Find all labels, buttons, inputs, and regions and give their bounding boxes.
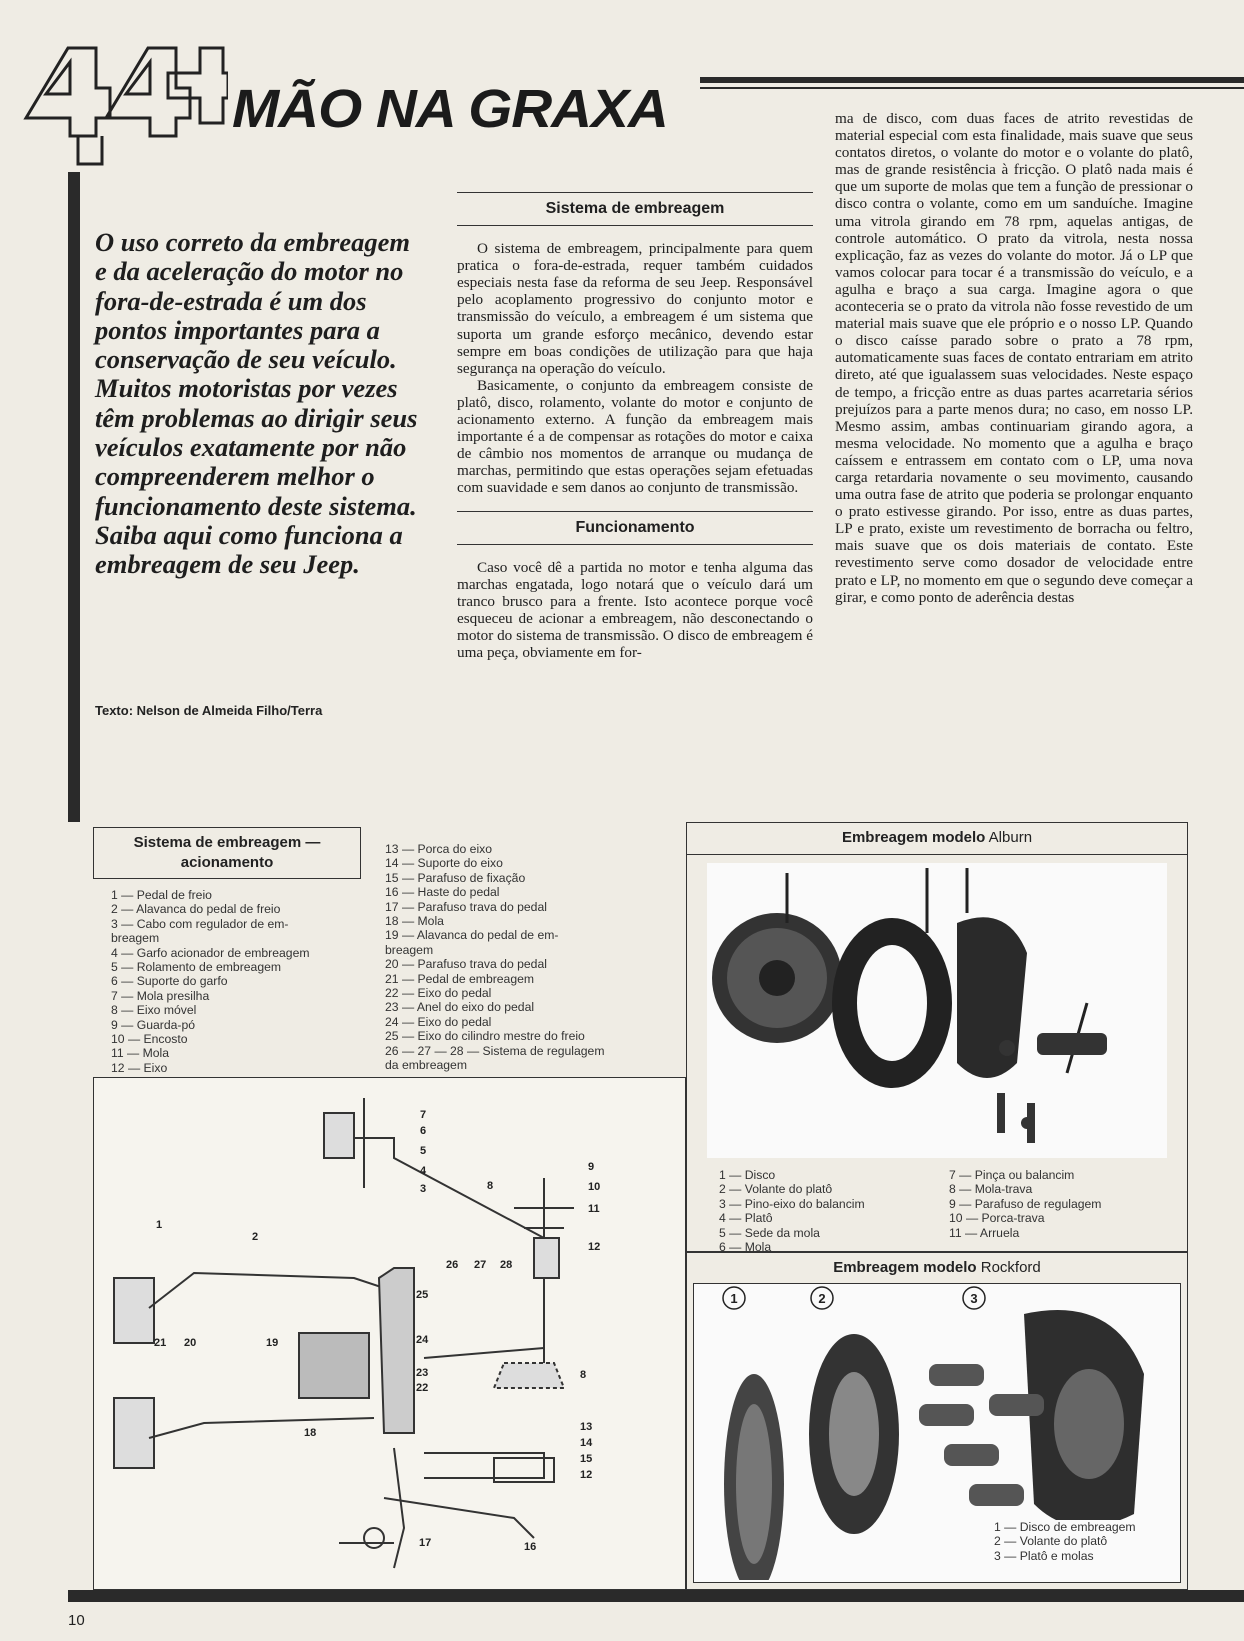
middle-column <box>457 192 813 661</box>
marker: 1 <box>730 1291 738 1306</box>
rockford-photo-frame <box>693 1283 1181 1583</box>
callout: 20 <box>184 1337 197 1349</box>
callout: 10 <box>588 1181 601 1193</box>
callout: 4 <box>420 1165 427 1177</box>
legend-item: 25 — Eixo do cilindro mestre do freio <box>385 1029 585 1044</box>
marker: 2 <box>818 1291 826 1306</box>
acionamento-drawing-frame <box>93 1077 686 1590</box>
legend-item: breagem <box>111 931 160 946</box>
4x4-logo <box>18 18 228 168</box>
legend-item: 22 — Eixo do pedal <box>385 986 492 1001</box>
callout: 8 <box>580 1369 587 1381</box>
callout: 1 <box>156 1219 163 1231</box>
legend-item: breagem <box>385 942 434 957</box>
paragraph: Basicamente, o conjunto da embreagem consiste de platô, disco, rolamento, volante do motor e conjunto de acionamento externo. A função da embreagem mais importante é a de compensar as rotações do motor e caixa de câmbio nos momentos de arranque ou mudança de marchas, permitindo que estas operações sejam efetuadas com suavidade e sem danos ao conjunto de transmissão. <box>457 376 813 497</box>
legend-item: 10 — Porca-trava <box>949 1211 1045 1226</box>
legend-b <box>385 842 605 1073</box>
legend-item: 1 — Disco <box>719 1168 776 1182</box>
legend-item: 20 — Parafuso trava do pedal <box>385 957 547 972</box>
callout: 12 <box>588 1241 601 1253</box>
legend-item: 17 — Parafuso trava do pedal <box>385 899 547 914</box>
legend-item: 4 — Platô <box>719 1211 773 1226</box>
legend-item: 4 — Garfo acionador de embreagem <box>111 945 310 960</box>
legend-item: 26 — 27 — 28 — Sistema de regulagem <box>385 1043 605 1058</box>
intro-lead: O uso correto da embreagem e da aceleração do motor no fora-de-estrada é um dos pontos importantes para a conservação de seu veículo. Muitos motoristas por vezes têm problemas ao dirigir seus veículos exatamente por não compreenderem melhor o funcionamento deste sistema. Saiba aqui como funciona a embreagem de seu Jeep. <box>95 227 418 580</box>
callout: 25 <box>416 1289 429 1301</box>
legend-item: 7 — Pinça ou balancim <box>949 1168 1075 1182</box>
legend-item: 7 — Mola presilha <box>111 988 210 1003</box>
alburn-panel <box>686 822 1188 1255</box>
callout: 16 <box>524 1541 537 1553</box>
legend-item: 5 — Rolamento de embreagem <box>111 960 282 975</box>
section-title: MÃO NA GRAXA <box>232 79 668 139</box>
alburn-photo <box>707 863 1167 1158</box>
callout: 17 <box>419 1537 432 1549</box>
callout: 26 <box>446 1259 459 1271</box>
legend-item: 8 — Mola-trava <box>949 1182 1033 1197</box>
legend-item: 21 — Pedal de embreagem <box>385 971 535 986</box>
legend-item: 11 — Arruela <box>949 1225 1020 1240</box>
rockford-legend <box>994 1520 1136 1563</box>
legend-item: 10 — Encosto <box>111 1032 188 1047</box>
paragraph: Caso você dê a partida no motor e tenha alguma das marchas engatada, logo notará que o veículo dará um tranco brusco para a frente. Isto acontece porque você esqueceu de acionar a embreagem, não desconectando o motor do sistema de transmissão. O disco de embreagem é uma peça, obviamente em for- <box>457 558 813 662</box>
legend-item: 2 — Volante do platô <box>719 1182 833 1197</box>
paragraph: ma de disco, com duas faces de atrito revestidas de material especial com esta finalidade, mais suave que seus contatos diretos, o volante do motor e o volante do platô, mas de grande resistência à fricção. O platô nada mais é que um suporte de molas que tem a função de pressionar o disco contra o volante, como em um sanduíche. Imagine uma vitrola girando em 78 rpm, aquelas antigas, de controle automático. O prato da vitrola, nesta nossa explicação, faz as vezes do volante do motor. Já o LP que vamos colocar para tocar é a transmissão do veículo, e a agulha e braço a sua carga. Imagine agora o que aconteceria se o prato da vitrola não fosse revestido de um material mais suave que ele próprio e o nosso LP. Quando o disco caísse parado sobre o prato a 78 rpm, automaticamente suas faces de contato entrariam em atrito direto, até que igualassem suas velocidades. Neste espaço de tempo, a fricção entre as duas partes acarretaria sérios prejuízos para a parte menos dura; no caso, em nosso LP. Mesmo assim, ambas continuariam girando agora, a mesma velocidade. No momento que a agulha e braço caíssem e entrassem em contato com o LP, uma nova carga retardaria novamente o seu movimento, causando uma outra fase de atrito que poderia se prolongar enquanto o prato estivesse girando. Por isso, entre as duas partes, LP e prato, existe um revestimento de borracha ou feltro, mais suave que os dois materiais de contato. Este revestimento serve como dosador de velocidade entre prato e LP, no momento em que o segundo deve começar a girar, e como ponto de aderência destas <box>835 110 1193 606</box>
callout: 14 <box>580 1437 593 1449</box>
bottom-bar <box>68 1590 1244 1602</box>
marker: 3 <box>970 1291 978 1306</box>
acionamento-panel <box>93 822 686 1590</box>
acionamento-title-box <box>93 827 361 879</box>
alburn-legend-b <box>949 1168 1101 1240</box>
heading-funcionamento: Funcionamento <box>457 511 813 545</box>
legend-item: 23 — Anel do eixo do pedal <box>385 1000 535 1015</box>
legend-item: 9 — Parafuso de regulagem <box>949 1196 1102 1211</box>
legend-item: 12 — Eixo <box>111 1060 168 1075</box>
rockford-title-bold: Embreagem modelo <box>833 1259 977 1276</box>
legend-item: 3 — Cabo com regulador de em- <box>111 916 289 931</box>
heading-sistema: Sistema de embreagem <box>457 192 813 226</box>
callout: 22 <box>416 1382 429 1394</box>
legend-item: 19 — Alavanca do pedal de em- <box>385 928 559 943</box>
legend-a <box>111 888 310 1075</box>
callout: 8 <box>487 1180 494 1192</box>
acionamento-title: Sistema de embreagem — acionamento <box>133 834 321 871</box>
byline: Texto: Nelson de Almeida Filho/Terra <box>95 703 323 718</box>
callout: 2 <box>252 1231 259 1243</box>
callout: 7 <box>420 1109 427 1121</box>
alburn-title <box>687 823 1187 855</box>
callout: 23 <box>416 1367 429 1379</box>
legend-item: 15 — Parafuso de fixação <box>385 870 526 885</box>
callout: 28 <box>500 1259 513 1271</box>
page-number: 10 <box>68 1612 85 1629</box>
left-margin-bar <box>68 172 80 822</box>
legend-item: 6 — Suporte do garfo <box>111 974 228 989</box>
rockford-panel <box>686 1252 1188 1590</box>
legend-item: 6 — Mola <box>719 1240 772 1255</box>
callout: 24 <box>416 1334 429 1346</box>
rockford-title <box>687 1253 1187 1276</box>
paragraph: O sistema de embreagem, principalmente para quem pratica o fora-de-estrada, requer também cuidados especiais nesta fase da reforma de seu Jeep. Responsável pelo acoplamento progressivo do conjunto motor e transmissão do veículo, a embreagem é um sistema que suporta um grande esforço mecânico, devendo estar sempre em boas condições de utilização para que haja segurança na operação do veículo. <box>457 240 813 377</box>
legend-item: da embreagem <box>385 1058 467 1073</box>
callout: 5 <box>420 1145 427 1157</box>
alburn-legend-a <box>719 1168 865 1254</box>
legend-item: 9 — Guarda-pó <box>111 1017 196 1032</box>
legend-item: 1 — Disco de embreagem <box>994 1520 1136 1534</box>
callout: 6 <box>420 1125 427 1137</box>
legend-item: 1 — Pedal de freio <box>111 888 212 902</box>
header-rule <box>700 77 1244 83</box>
callout: 13 <box>580 1421 593 1433</box>
legend-item: 3 — Platô e molas <box>994 1548 1094 1563</box>
legend-item: 13 — Porca do eixo <box>385 842 493 856</box>
callout: 15 <box>580 1453 593 1465</box>
legend-item: 16 — Haste do pedal <box>385 885 500 900</box>
legend-item: 14 — Suporte do eixo <box>385 856 503 871</box>
legend-item: 11 — Mola <box>111 1046 170 1061</box>
alburn-title-bold: Embreagem modelo <box>841 829 986 846</box>
legend-item: 2 — Volante do platô <box>994 1534 1108 1549</box>
callout: 19 <box>266 1337 279 1349</box>
right-column <box>835 110 1193 606</box>
header-rule-thin <box>700 87 1244 89</box>
alburn-title-name: Alburn <box>988 829 1033 846</box>
legend-item: 18 — Mola <box>385 914 444 929</box>
callout: 9 <box>588 1161 595 1173</box>
rockford-title-name: Rockford <box>980 1259 1041 1276</box>
callout: 11 <box>588 1203 600 1215</box>
pedal-linkage-drawing <box>94 1078 684 1588</box>
callout: 3 <box>420 1183 427 1195</box>
legend-item: 24 — Eixo do pedal <box>385 1014 492 1029</box>
legend-item: 2 — Alavanca do pedal de freio <box>111 902 281 917</box>
callout: 27 <box>474 1259 487 1271</box>
callout: 21 <box>154 1337 167 1349</box>
legend-item: 5 — Sede da mola <box>719 1225 820 1240</box>
callout: 18 <box>304 1427 317 1439</box>
legend-item: 3 — Pino-eixo do balancim <box>719 1196 865 1211</box>
legend-item: 8 — Eixo móvel <box>111 1003 197 1018</box>
callout: 12 <box>580 1469 593 1481</box>
